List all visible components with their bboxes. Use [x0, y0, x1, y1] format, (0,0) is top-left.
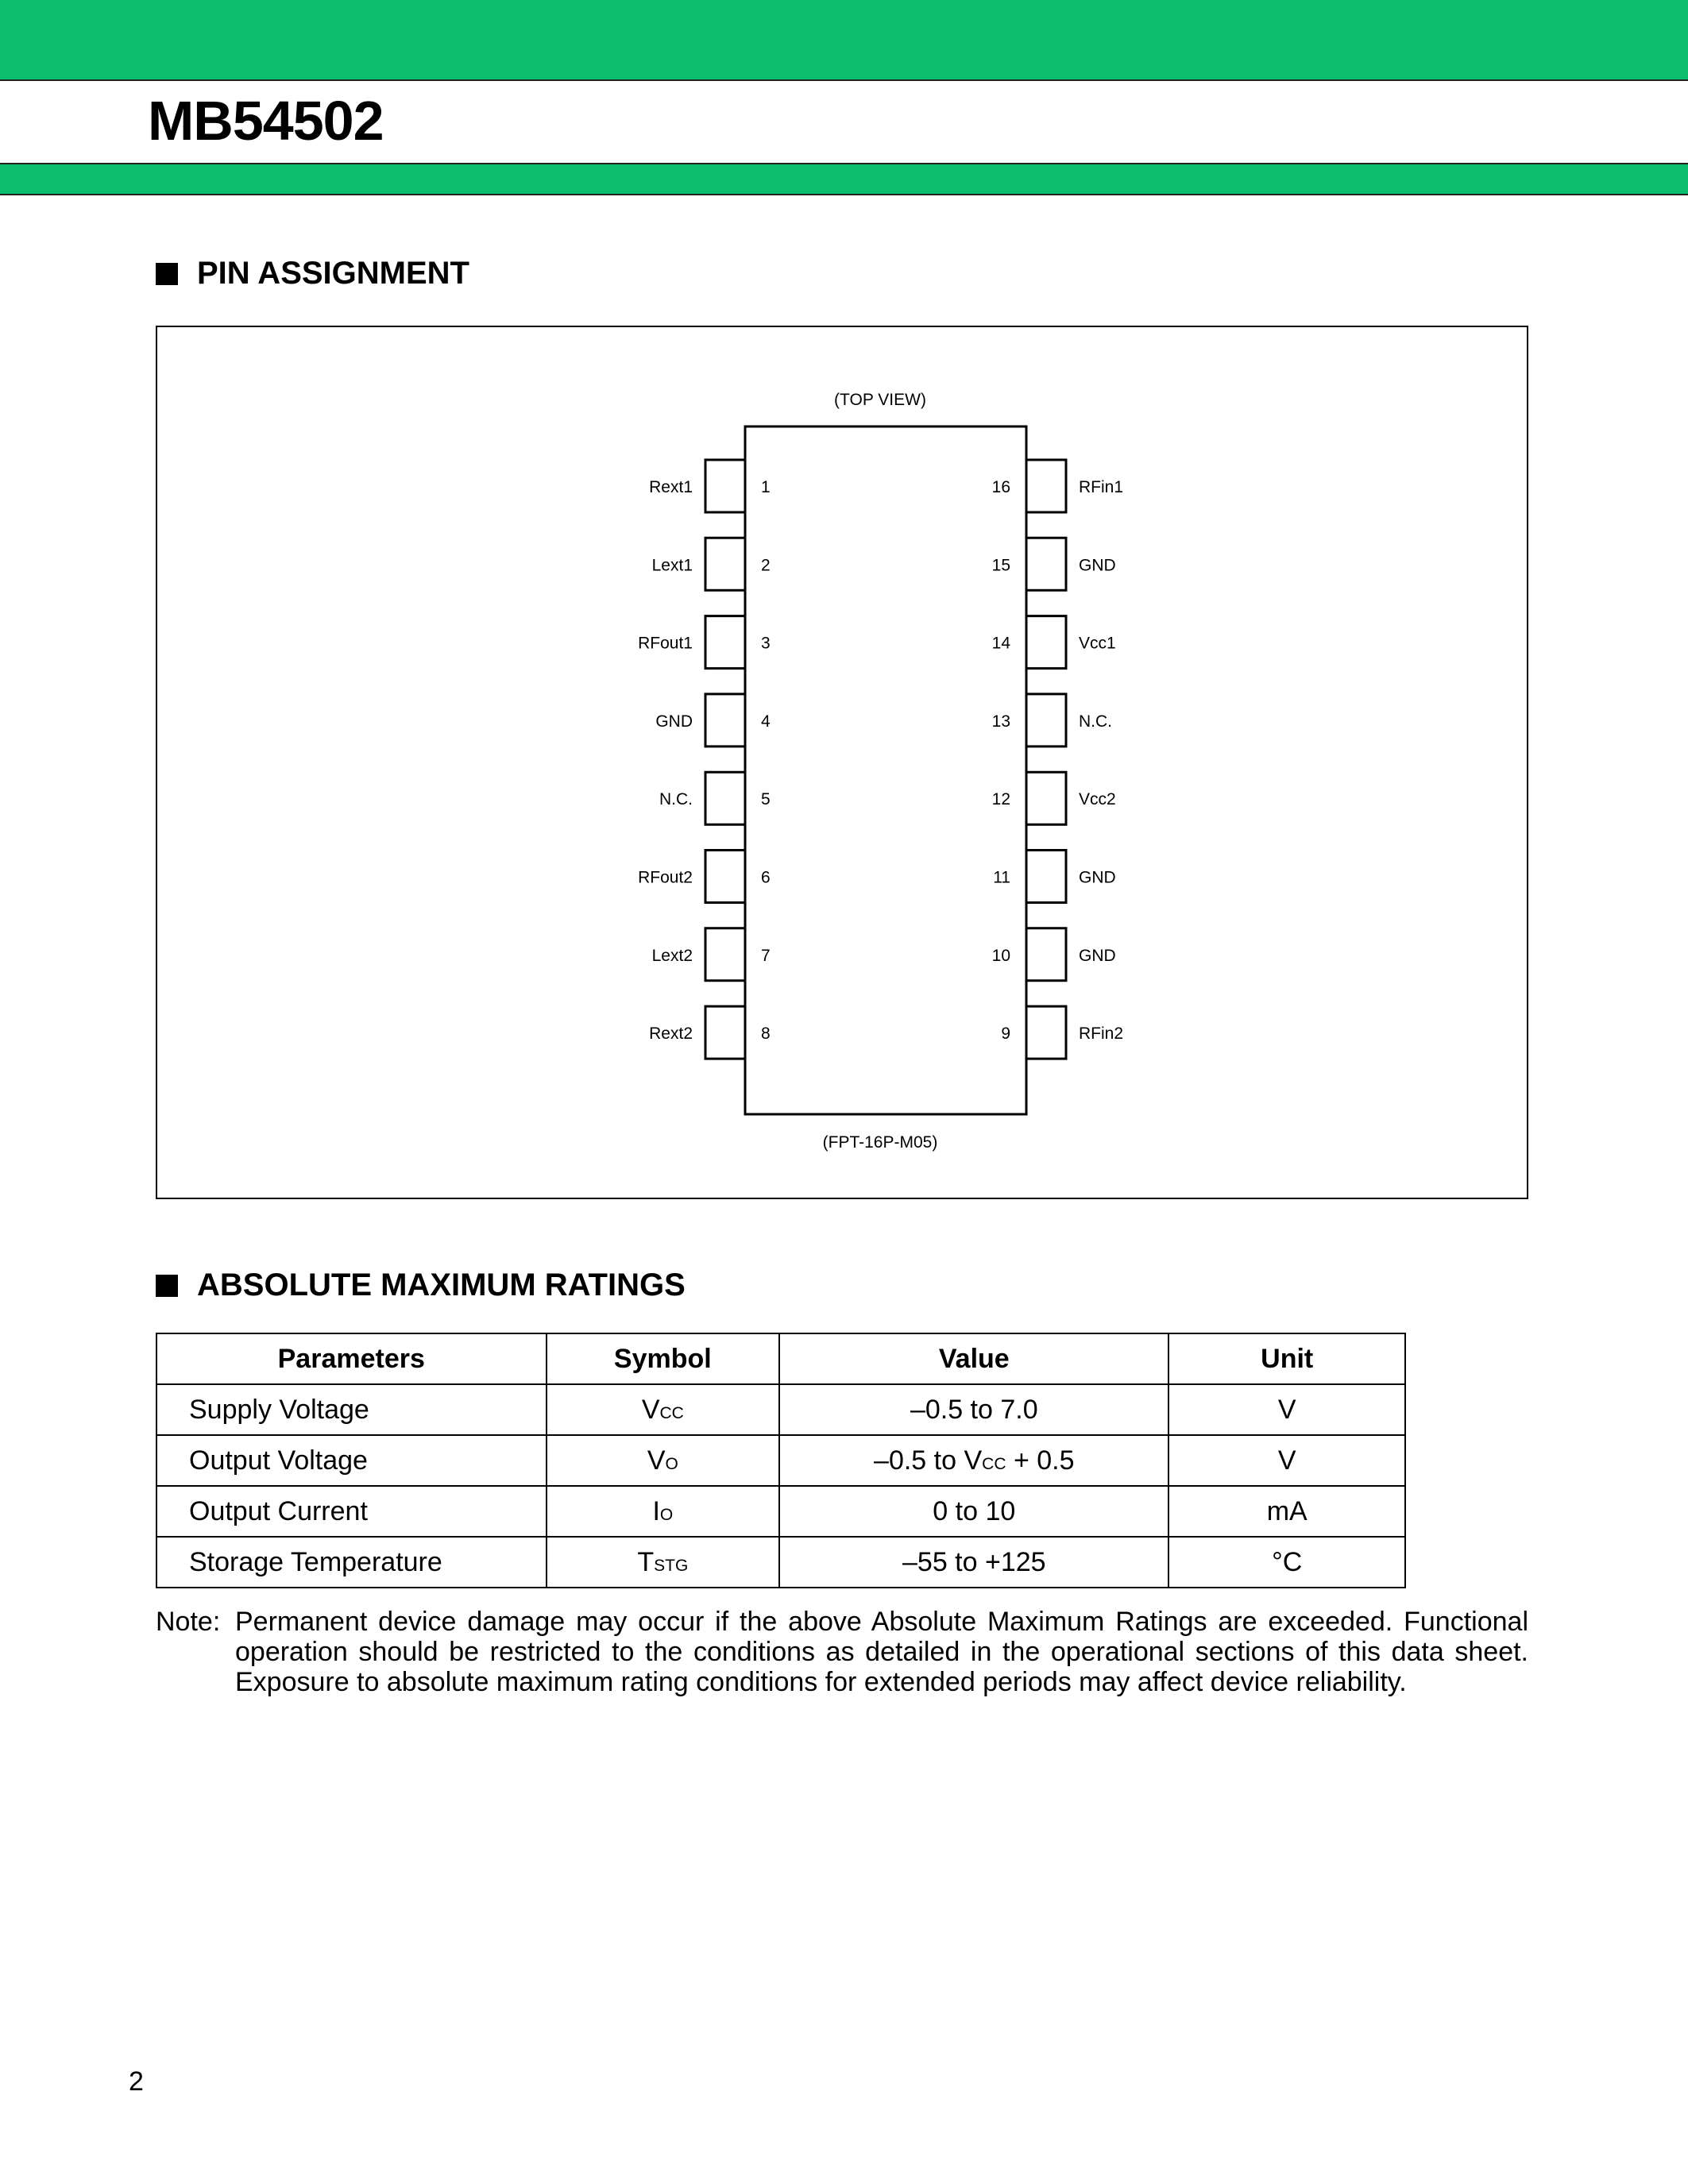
pin-number-right: 13: [991, 712, 1010, 731]
pin-number-left: 4: [761, 712, 771, 731]
unit-cell: V: [1168, 1435, 1405, 1486]
column-header-value: Value: [779, 1333, 1168, 1384]
symbol-cell: IO: [547, 1486, 780, 1537]
pin-name-right: Vcc1: [1079, 634, 1116, 653]
table-row: [156, 1486, 1405, 1537]
pin-name-right: RFin2: [1079, 1024, 1124, 1044]
pin-lead-right: [1026, 538, 1066, 590]
symbol-cell: TSTG: [547, 1537, 780, 1588]
value-cell: –0.5 to VCC + 0.5: [779, 1435, 1168, 1486]
bullet-square-icon: [156, 1275, 178, 1297]
pin-name-right: N.C.: [1079, 712, 1112, 731]
pin-assignment-heading: [156, 256, 469, 291]
pin-name-left: Lext1: [651, 556, 693, 575]
table-row: [156, 1435, 1405, 1486]
pin-lead-left: [705, 460, 745, 512]
pin-name-left: RFout1: [638, 634, 693, 653]
value-cell: –0.5 to 7.0: [779, 1384, 1168, 1435]
ratings-note: [156, 1607, 1528, 1697]
pin-number-right: 10: [991, 946, 1010, 965]
value-cell: 0 to 10: [779, 1486, 1168, 1537]
header-top-band: [0, 0, 1688, 81]
pin-lead-left: [705, 851, 745, 903]
column-header-parameters: Parameters: [156, 1333, 547, 1384]
value-cell: –55 to +125: [779, 1537, 1168, 1588]
pin-lead-right: [1026, 928, 1066, 981]
pin-number-right: 11: [993, 868, 1010, 887]
pin-name-right: Vcc2: [1079, 790, 1116, 809]
column-header-unit: Unit: [1168, 1333, 1405, 1384]
pin-lead-right: [1026, 851, 1066, 903]
unit-cell: °C: [1168, 1537, 1405, 1588]
pin-name-left: RFout2: [638, 868, 693, 887]
absolute-max-ratings-heading: [156, 1268, 686, 1303]
pin-name-left: Rext2: [649, 1024, 693, 1044]
parameter-cell: Supply Voltage: [156, 1384, 547, 1435]
top-view-label: (TOP VIEW): [834, 391, 926, 409]
pin-number-right: 12: [991, 790, 1010, 809]
package-code-label: (FPT-16P-M05): [822, 1133, 938, 1152]
pin-lead-right: [1026, 616, 1066, 669]
symbol-cell: VO: [547, 1435, 780, 1486]
table-header-row: [156, 1333, 1405, 1384]
pin-number-left: 7: [761, 946, 771, 965]
table-row: [156, 1384, 1405, 1435]
pin-lead-right: [1026, 460, 1066, 512]
pin-assignment-diagram: [156, 326, 1528, 1199]
table-row: [156, 1537, 1405, 1588]
pin-name-right: GND: [1079, 946, 1116, 965]
unit-cell: V: [1168, 1384, 1405, 1435]
pin-number-left: 5: [761, 790, 771, 809]
document-title: MB54502: [148, 90, 384, 152]
pin-lead-right: [1026, 694, 1066, 747]
pin-name-left: Rext1: [649, 478, 693, 496]
pin-name-right: GND: [1079, 868, 1116, 887]
pin-lead-left: [705, 694, 745, 747]
parameter-cell: Storage Temperature: [156, 1537, 547, 1588]
symbol-cell: VCC: [547, 1384, 780, 1435]
pin-number-right: 16: [991, 478, 1010, 496]
pin-name-left: N.C.: [659, 790, 693, 809]
pin-number-right: 14: [991, 634, 1010, 653]
pin-number-left: 1: [761, 478, 771, 496]
header-bottom-band: [0, 163, 1688, 195]
pin-number-right: 15: [991, 556, 1010, 575]
parameter-cell: Output Current: [156, 1486, 547, 1537]
pin-name-left: GND: [655, 712, 693, 731]
pin-lead-right: [1026, 1006, 1066, 1059]
pin-lead-left: [705, 616, 745, 669]
absolute-max-ratings-table: [156, 1333, 1406, 1588]
pin-name-left: Lext2: [651, 946, 693, 965]
pin-lead-right: [1026, 772, 1066, 824]
pin-lead-left: [705, 772, 745, 824]
parameter-cell: Output Voltage: [156, 1435, 547, 1486]
package-body: [745, 426, 1026, 1114]
pin-assignment-heading-text: PIN ASSIGNMENT: [197, 256, 469, 291]
pin-name-right: GND: [1079, 556, 1116, 575]
pin-lead-left: [705, 1006, 745, 1059]
package-outline-diagram: [157, 327, 1526, 1197]
pin-number-left: 6: [761, 868, 771, 887]
pin-lead-left: [705, 928, 745, 981]
pin-number-left: 2: [761, 556, 771, 575]
note-text: Permanent device damage may occur if the above Absolute Maximum Ratings are exceeded. Functional operation should be restricted to the conditions as detailed in the operational sections of this data sheet. Exposure to absolute maximum rating conditions for extended periods may affect device reliability.: [235, 1607, 1528, 1697]
page-number: 2: [129, 2066, 144, 2097]
pin-number-left: 8: [761, 1024, 771, 1044]
pin-number-left: 3: [761, 634, 771, 653]
unit-cell: mA: [1168, 1486, 1405, 1537]
column-header-symbol: Symbol: [547, 1333, 780, 1384]
pin-lead-left: [705, 538, 745, 590]
pin-name-right: RFin1: [1079, 478, 1124, 496]
pin-number-right: 9: [1001, 1024, 1010, 1044]
note-label: Note:: [156, 1607, 221, 1637]
absolute-max-ratings-heading-text: ABSOLUTE MAXIMUM RATINGS: [197, 1268, 686, 1302]
bullet-square-icon: [156, 263, 178, 285]
